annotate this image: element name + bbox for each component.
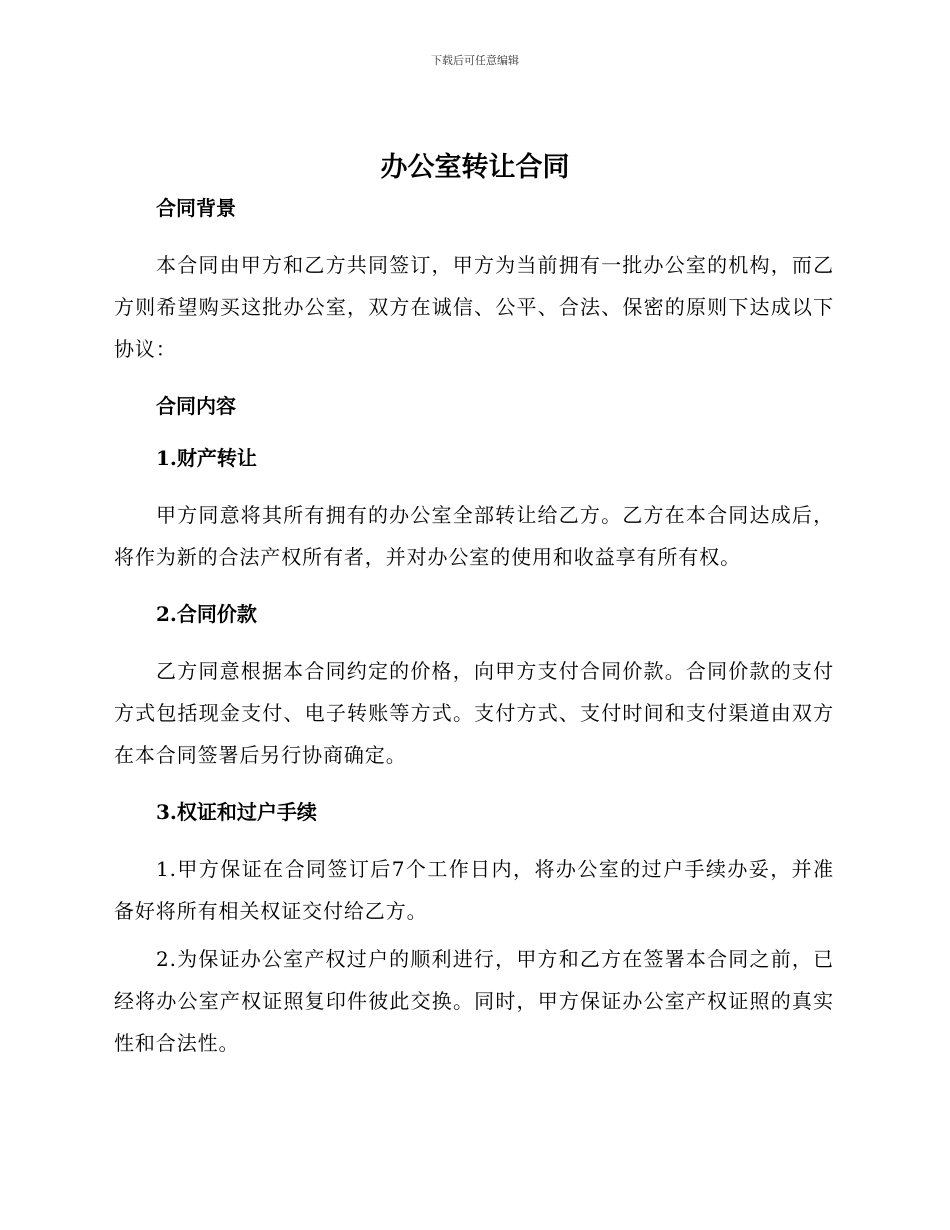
background-heading: 合同背景 — [156, 196, 236, 220]
section3-item1: 1.甲方保证在合同签订后7个工作日内，将办公室的过户手续办妥，并准备好将所有相关权证交付给乙方。 — [114, 857, 834, 923]
section3-heading: 3.权证和过户手续 — [156, 800, 317, 824]
page-header-note: 下载后可任意编辑 — [431, 54, 519, 67]
section2-paragraph: 乙方同意根据本合同约定的价格，向甲方支付合同价款。合同价款的支付方式包括现金支付、电子转账等方式。支付方式、支付时间和支付渠道由双方在本合同签署后另行协商确定。 — [114, 659, 834, 767]
section3-item2: 2.为保证办公室产权过户的顺利进行，甲方和乙方在签署本合同之前，已经将办公室产权证照复印件彼此交换。同时，甲方保证办公室产权证照的真实性和合法性。 — [114, 947, 834, 1055]
document-body — [114, 194, 834, 1064]
background-paragraph: 本合同由甲方和乙方共同签订，甲方为当前拥有一批办公室的机构，而乙方则希望购买这批办公室，双方在诚信、公平、合法、保密的原则下达成以下协议： — [114, 253, 834, 361]
section1-paragraph: 甲方同意将其所有拥有的办公室全部转让给乙方。乙方在本合同达成后，将作为新的合法产权所有者，并对办公室的使用和收益享有所有权。 — [114, 503, 834, 569]
section2-heading: 2.合同价款 — [156, 602, 257, 626]
section1-heading: 1.财产转让 — [156, 446, 257, 470]
document-title: 办公室转让合同 — [380, 152, 570, 183]
content-heading: 合同内容 — [156, 394, 236, 418]
